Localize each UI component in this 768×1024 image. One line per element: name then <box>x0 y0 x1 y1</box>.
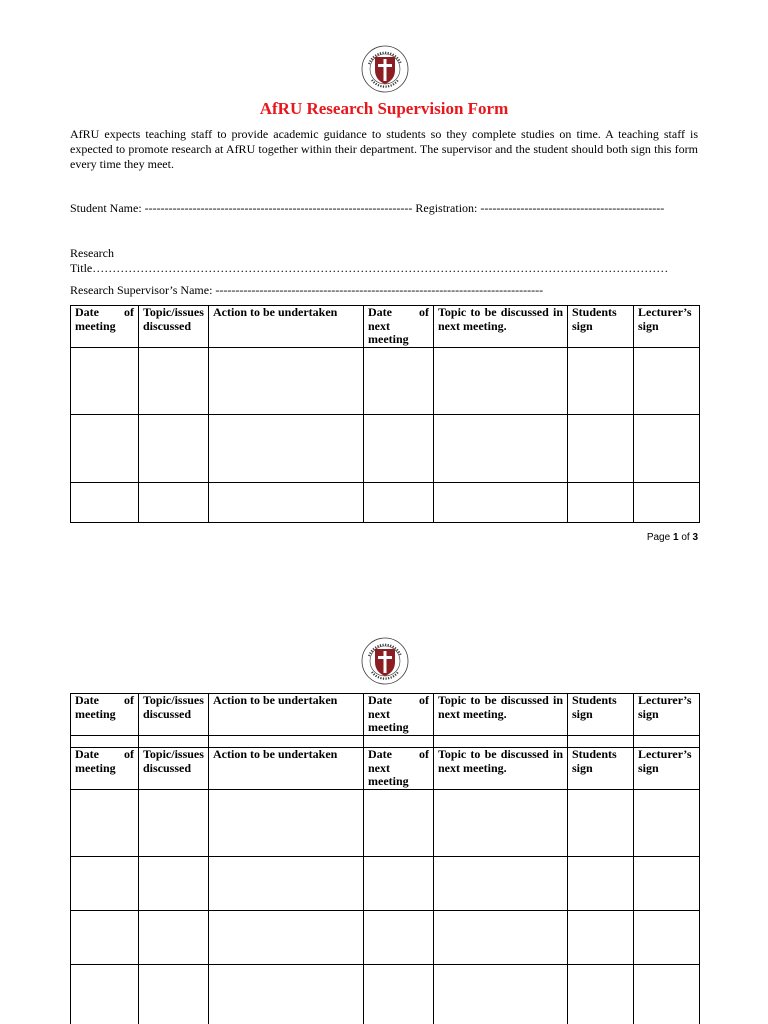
intro-paragraph: AfRU expects teaching staff to provide academic guidance to students so they complete studies on time. A teaching staff is expected to promote research at AfRU together within their department. The supervisor and the student should both sign this form every time they meet. <box>70 127 698 171</box>
research-title-field[interactable] <box>70 246 668 276</box>
table-cell[interactable] <box>634 736 700 748</box>
research-title-line: Title……………………………………………………………………………………………………………………………… <box>70 261 669 275</box>
table-cell[interactable] <box>434 857 568 911</box>
table-cell[interactable] <box>139 965 209 1024</box>
table-header-row <box>71 748 700 790</box>
header-topic-issues: Topic/issues discussed <box>139 306 209 348</box>
header-date-of-meeting: Date of meeting <box>71 748 139 790</box>
header-action: Action to be undertaken <box>209 694 364 736</box>
header-date-of-meeting: Date of meeting <box>71 306 139 348</box>
table-cell[interactable] <box>634 790 700 857</box>
table-cell[interactable] <box>209 736 364 748</box>
header-lecturers-sign: Lecturer’s sign <box>634 748 700 790</box>
table-cell[interactable] <box>364 736 434 748</box>
table-cell[interactable] <box>364 415 434 483</box>
student-name-field[interactable]: Student Name: ------------------------------------------------------------------- Registration: ---------------------------------------------- <box>70 201 665 215</box>
table-cell[interactable] <box>209 965 364 1024</box>
table-cell[interactable] <box>139 348 209 415</box>
university-logo-icon <box>360 44 410 94</box>
table-cell[interactable] <box>568 911 634 965</box>
table-cell[interactable] <box>568 857 634 911</box>
table-cell[interactable] <box>139 483 209 523</box>
table-cell[interactable] <box>364 911 434 965</box>
table-cell[interactable] <box>209 790 364 857</box>
table-cell[interactable] <box>71 790 139 857</box>
table-row[interactable] <box>71 965 700 1024</box>
table-row[interactable] <box>71 348 700 415</box>
university-logo-icon <box>360 636 410 686</box>
header-topic-next-meeting: Topic to be discussed in next meeting. <box>434 306 568 348</box>
header-lecturers-sign: Lecturer’s sign <box>634 694 700 736</box>
table-cell[interactable] <box>139 736 209 748</box>
table-cell[interactable] <box>209 911 364 965</box>
table-row[interactable] <box>71 911 700 965</box>
research-label: Research <box>70 246 114 260</box>
table-cell[interactable] <box>364 857 434 911</box>
header-topic-issues: Topic/issues discussed <box>139 694 209 736</box>
table-cell[interactable] <box>434 483 568 523</box>
table-cell[interactable] <box>139 857 209 911</box>
supervision-table-continued <box>70 693 700 1024</box>
table-cell[interactable] <box>71 415 139 483</box>
table-cell[interactable] <box>364 965 434 1024</box>
table-cell[interactable] <box>568 415 634 483</box>
supervisor-name-field[interactable]: Research Supervisor’s Name: ---------------------------------------------------------------------------------- <box>70 283 544 297</box>
table-cell[interactable] <box>434 911 568 965</box>
table-row[interactable] <box>71 415 700 483</box>
table-cell[interactable] <box>434 348 568 415</box>
table-cell[interactable] <box>568 736 634 748</box>
table-cell[interactable] <box>434 736 568 748</box>
table-cell[interactable] <box>634 857 700 911</box>
table-cell[interactable] <box>71 483 139 523</box>
table-header-row <box>71 306 700 348</box>
table-row[interactable] <box>71 483 700 523</box>
header-date-of-meeting: Date of meeting <box>71 694 139 736</box>
header-students-sign: Students sign <box>568 306 634 348</box>
table-cell[interactable] <box>209 483 364 523</box>
header-students-sign: Students sign <box>568 748 634 790</box>
table-cell[interactable] <box>568 483 634 523</box>
table-cell[interactable] <box>139 790 209 857</box>
table-cell[interactable] <box>634 483 700 523</box>
table-row[interactable] <box>71 790 700 857</box>
header-action: Action to be undertaken <box>209 306 364 348</box>
table-cell[interactable] <box>364 790 434 857</box>
table-cell[interactable] <box>71 348 139 415</box>
supervision-table <box>70 305 700 523</box>
table-cell[interactable] <box>364 348 434 415</box>
table-cell[interactable] <box>209 348 364 415</box>
page-number: Page 1 of 3 <box>646 532 698 543</box>
header-topic-next-meeting: Topic to be discussed in next meeting. <box>434 694 568 736</box>
table-cell[interactable] <box>568 965 634 1024</box>
header-students-sign: Students sign <box>568 694 634 736</box>
table-cell[interactable] <box>364 483 434 523</box>
table-cell[interactable] <box>71 857 139 911</box>
header-lecturers-sign: Lecturer’s sign <box>634 306 700 348</box>
table-cell[interactable] <box>434 965 568 1024</box>
table-cell[interactable] <box>434 415 568 483</box>
header-date-next-meeting: Date of next meeting <box>364 306 434 348</box>
table-row[interactable] <box>71 857 700 911</box>
table-cell[interactable] <box>209 857 364 911</box>
table-cell[interactable] <box>634 348 700 415</box>
header-date-next-meeting: Date of next meeting <box>364 748 434 790</box>
table-cell[interactable] <box>209 415 364 483</box>
form-title: AfRU Research Supervision Form <box>259 99 509 118</box>
table-cell[interactable] <box>634 415 700 483</box>
header-topic-issues: Topic/issues discussed <box>139 748 209 790</box>
table-cell[interactable] <box>568 790 634 857</box>
table-cell[interactable] <box>139 911 209 965</box>
header-date-next-meeting: Date of next meeting <box>364 694 434 736</box>
table-cell[interactable] <box>71 911 139 965</box>
header-action: Action to be undertaken <box>209 748 364 790</box>
table-cell[interactable] <box>139 415 209 483</box>
table-cell[interactable] <box>71 965 139 1024</box>
table-header-row <box>71 694 700 736</box>
table-cell[interactable] <box>568 348 634 415</box>
page-2 <box>0 560 768 1024</box>
table-cell[interactable] <box>71 736 139 748</box>
table-cell[interactable] <box>634 911 700 965</box>
table-cell[interactable] <box>434 790 568 857</box>
table-row[interactable] <box>71 736 700 748</box>
header-topic-next-meeting: Topic to be discussed in next meeting. <box>434 748 568 790</box>
table-cell[interactable] <box>634 965 700 1024</box>
